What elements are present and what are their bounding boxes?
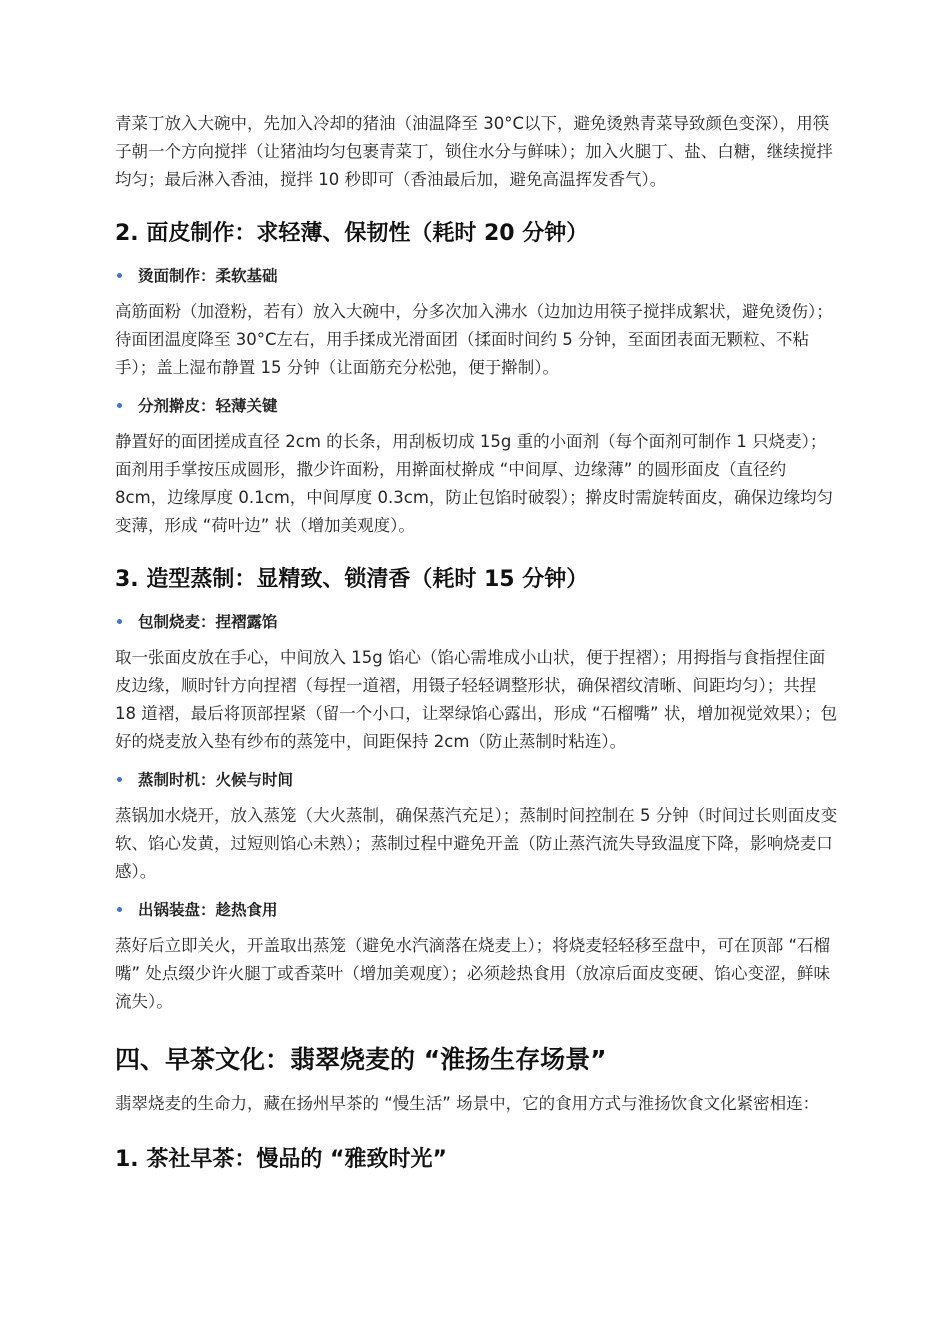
bullet-dot-icon	[117, 777, 122, 782]
section-4-paragraph: 翡翠烧麦的生命力，藏在扬州早茶的 “慢生活” 场景中，它的食用方式与淮扬饮食文化紧密相连：	[115, 1094, 820, 1113]
bullet-label: 出锅装盘：趁热食用	[138, 901, 278, 919]
bullet-label: 分剂擀皮：轻薄关键	[138, 397, 278, 415]
body-paragraph: 蒸锅加水烧开，放入蒸笼（大火蒸制，确保蒸汽充足）；蒸制时间控制在 5 分钟（时间过长则面皮变软、馅心发黄，过短则馅心未熟）；蒸制过程中避免开盖（防止蒸汽流失导致温度下降，影响烧麦口感）。	[115, 806, 838, 881]
bullet-item	[115, 262, 840, 288]
body-paragraph: 蒸好后立即关火，开盖取出蒸笼（避免水汽滴落在烧麦上）；将烧麦轻轻移至盘中，可在顶部 “石榴嘴” 处点缀少许火腿丁或香菜叶（增加美观度）；必须趁热食用（放凉后面皮变硬、馅心变涩，鲜味流失）。	[115, 936, 831, 1011]
intro-paragraph: 青菜丁放入大碗中，先加入冷却的猪油（油温降至 30°C以下，避免烫熟青菜导致颜色变深），用筷子朝一个方向搅拌（让猪油均匀包裹青菜丁，锁住水分与鲜味）；加入火腿丁、盐、白糖，继续搅拌均匀；最后淋入香油，搅拌 10 秒即可（香油最后加，避免高温挥发香气）。	[115, 114, 833, 189]
section-2-heading: 2. 面皮制作：求轻薄、保韧性（耗时 20 分钟）	[115, 221, 589, 246]
bullet-item	[115, 766, 840, 792]
section-4-heading: 四、早茶文化：翡翠烧麦的 “淮扬生存场景”	[115, 1045, 607, 1074]
body-paragraph: 取一张面皮放在手心，中间放入 15g 馅心（馅心需堆成小山状，便于捏褶）；用拇指与食指捏住面皮边缘，顺时针方向捏褶（每捏一道褶，用镊子轻轻调整形状，确保褶纹清晰、间距均匀）；共捏 18 道褶，最后将顶部捏紧（留一个小口，让翠绿馅心露出，形成 “石榴嘴” 状，增加视觉效果）；包好的烧麦放入垫有纱布的蒸笼中，间距保持 2cm（防止蒸制时粘连）。	[115, 648, 838, 751]
bullet-item	[115, 392, 840, 418]
bullet-dot-icon	[117, 273, 122, 278]
bullet-dot-icon	[117, 403, 122, 408]
bullet-label: 包制烧麦：捏褶露馅	[138, 613, 278, 631]
bullet-label: 蒸制时机：火候与时间	[138, 771, 294, 789]
body-paragraph: 高筋面粉（加澄粉，若有）放入大碗中，分多次加入沸水（边加边用筷子搅拌成絮状，避免烫伤）；待面团温度降至 30°C左右，用手揉成光滑面团（揉面时间约 5 分钟，至面团表面无颗粒、不粘手）；盖上湿布静置 15 分钟（让面筋充分松弛，便于擀制）。	[115, 302, 833, 377]
bullet-item	[115, 896, 840, 922]
document-page	[115, 110, 840, 1176]
section-3-heading: 3. 造型蒸制：显精致、锁清香（耗时 15 分钟）	[115, 567, 589, 592]
bullet-item	[115, 608, 840, 634]
bullet-dot-icon	[117, 907, 122, 912]
bullet-dot-icon	[117, 619, 122, 624]
subsection-1-heading: 1. 茶社早茶：慢品的 “雅致时光”	[115, 1147, 447, 1172]
body-paragraph: 静置好的面团搓成直径 2cm 的长条，用刮板切成 15g 重的小面剂（每个面剂可制作 1 只烧麦）；面剂用手掌按压成圆形，撒少许面粉，用擀面杖擀成 “中间厚、边缘薄” 的圆形面皮（直径约 8cm，边缘厚度 0.1cm，中间厚度 0.3cm，防止包馅时破裂）；擀皮时需旋转面皮，确保边缘均匀变薄，形成 “荷叶边” 状（增加美观度）。	[115, 432, 834, 535]
bullet-label: 烫面制作：柔软基础	[138, 267, 278, 285]
